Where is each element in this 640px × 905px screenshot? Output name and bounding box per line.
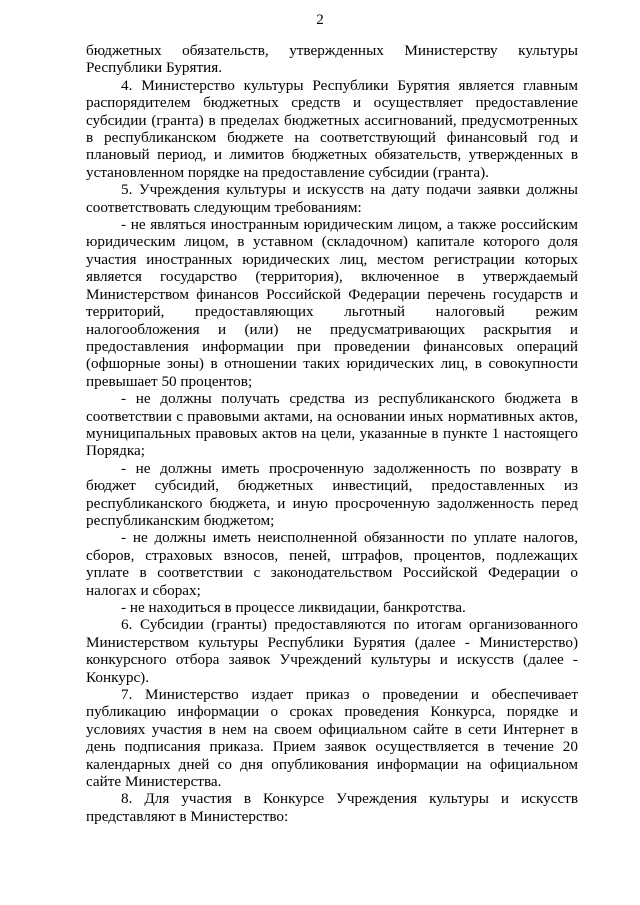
paragraph-6: 6. Субсидии (гранты) предоставляются по итогам организованного Министерством культуры Республики Бурятия (далее - Министерство) конкурсного отбора заявок Учреждений культуры и искусств (далее - Конкурс). — [86, 616, 578, 686]
paragraph-8: 8. Для участия в Конкурсе Учреждения культуры и искусств представляют в Министерство: — [86, 790, 578, 825]
paragraph-4: 4. Министерство культуры Республики Бурятия является главным распорядителем бюджетных средств и осуществляет предоставление субсидии (гранта) в пределах бюджетных ассигнований, предусмотренных в республиканском бюджете на соответствующий финансовый год и плановый период, и лимитов бюджетных обязательств, утвержденных в установленном порядке на предоставление субсидии (гранта). — [86, 76, 578, 181]
paragraph-5-requirement-2: - не должны получать средства из республиканского бюджета в соответствии с правовыми актами, на основании иных нормативных актов, муниципальных правовых актов на цели, указанные в пункте 1 настоящего Порядка; — [86, 390, 578, 460]
paragraph-7: 7. Министерство издает приказ о проведении и обеспечивает публикацию информации о сроках проведения Конкурса, порядке и условиях участия в нем на своем официальном сайте в сети Интернет в день подписания приказа. Прием заявок осуществляется в течение 20 календарных дней со дня опубликования информации на официальном сайте Министерства. — [86, 686, 578, 791]
paragraph-5-requirement-4: - не должны иметь неисполненной обязанности по уплате налогов, сборов, страховых взносов, пеней, штрафов, процентов, подлежащих уплате в соответствии с законодательством Российской Федерации о налогах и сборах; — [86, 529, 578, 599]
document-body — [86, 42, 578, 825]
paragraph-5: 5. Учреждения культуры и искусств на дату подачи заявки должны соответствовать следующим требованиям: — [86, 181, 578, 216]
paragraph-continuation: бюджетных обязательств, утвержденных Министерству культуры Республики Бурятия. — [86, 42, 578, 77]
paragraph-5-requirement-1: - не являться иностранным юридическим лицом, а также российским юридическим лицом, в уставном (складочном) капитале которого доля участия иностранных юридических лиц, местом регистрации которых является государство (территория), включенное в утверждаемый Министерством финансов Российской Федерации перечень государств и территорий, предоставляющих льготный налоговый режим налогообложения и (или) не предусматривающих раскрытия и предоставления информации при проведении финансовых операций (офшорные зоны) в отношении таких юридических лиц, в совокупности превышает 50 процентов; — [86, 216, 578, 390]
page-number: 2 — [316, 12, 324, 28]
paragraph-5-requirement-5: - не находиться в процессе ликвидации, банкротства. — [121, 599, 466, 616]
paragraph-5-requirement-3: - не должны иметь просроченную задолженность по возврату в бюджет субсидий, бюджетных инвестиций, предоставленных из республиканского бюджета, и иную просроченную задолженность перед республиканским бюджетом; — [86, 459, 578, 529]
